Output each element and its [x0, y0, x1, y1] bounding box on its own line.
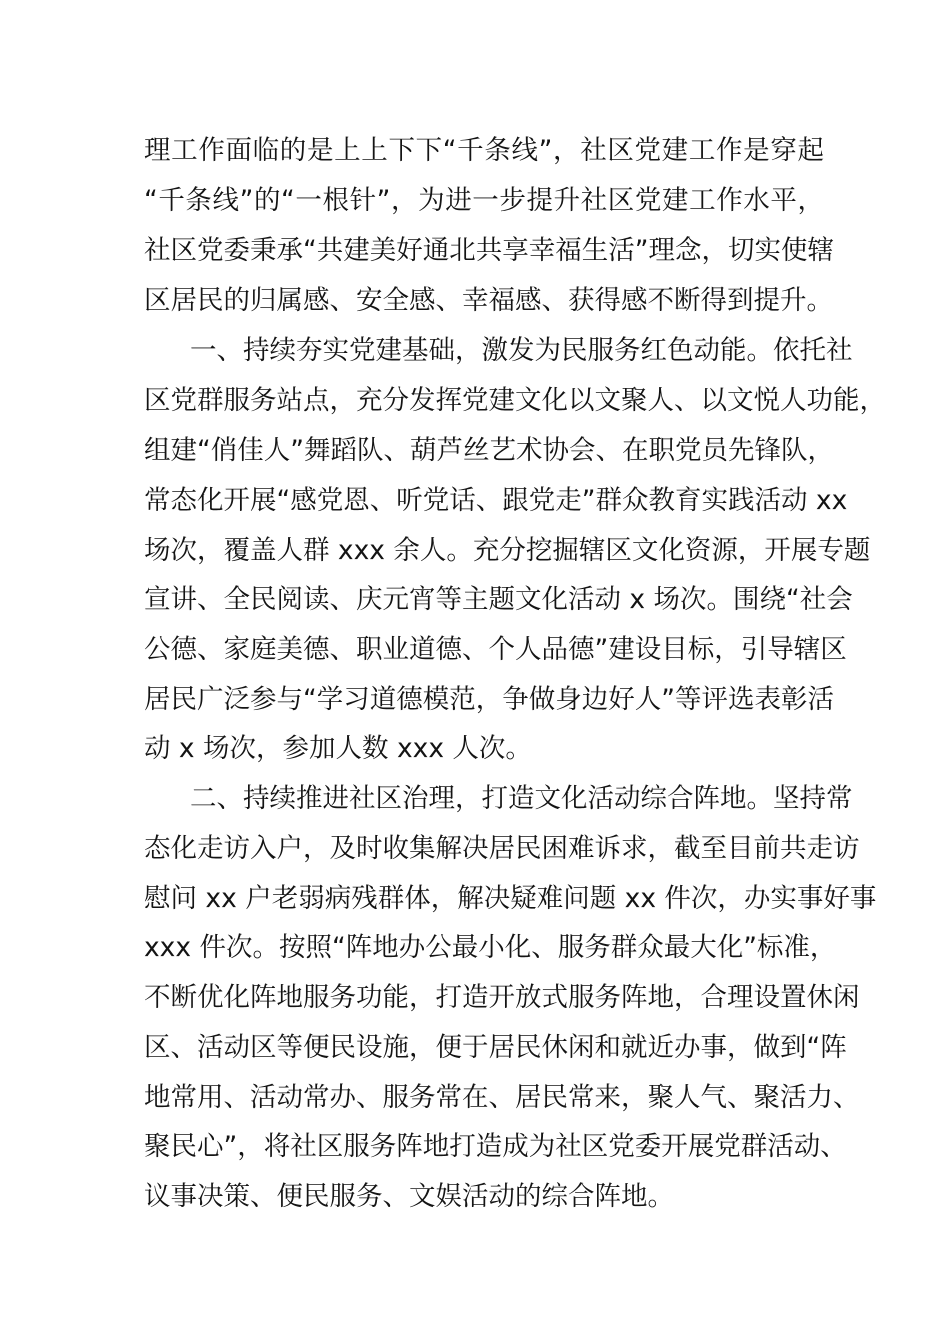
- text-line: 区、活动区等便民设施，便于居民休闲和就近办事，做到“阵: [144, 1032, 847, 1063]
- text-line: 议事决策、便民服务、文娱活动的综合阵地。: [144, 1181, 674, 1212]
- text-line: 宣讲、全民阅读、庆元宵等主题文化活动 x 场次。围绕“社会: [144, 584, 853, 615]
- text-line: “千条线”的“一根针”，为进一步提升社区党建工作水平，: [144, 185, 824, 216]
- text-line: 动 x 场次，参加人数 xxx 人次。: [144, 733, 532, 764]
- text-line: 组建“俏佳人”舞蹈队、葫芦丝艺术协会、在职党员先锋队，: [144, 435, 834, 466]
- text-line: 社区党委秉承“共建美好通北共享幸福生活”理念，切实使辖: [144, 235, 834, 266]
- text-line: 理工作面临的是上上下下“千条线”，社区党建工作是穿起: [144, 135, 824, 166]
- paragraph-heading-line: 一、持续夯实党建基础，激发为民服务红色动能。依托社: [190, 335, 853, 366]
- paragraph-heading-line: 二、持续推进社区治理，打造文化活动综合阵地。坚持常: [190, 783, 853, 814]
- text-line: 居民广泛参与“学习道德模范，争做身边好人”等评选表彰活: [144, 684, 834, 715]
- text-line: xxx 件次。按照“阵地办公最小化、服务群众最大化”标准，: [144, 932, 837, 963]
- text-line: 不断优化阵地服务功能，打造开放式服务阵地，合理设置休闲: [144, 982, 860, 1013]
- text-line: 慰问 xx 户老弱病残群体，解决疑难问题 xx 件次，办实事好事: [144, 883, 877, 914]
- text-line: 常态化开展“感党恩、听党话、跟党走”群众教育实践活动 xx: [144, 485, 848, 516]
- text-line: 态化走访入户，及时收集解决居民困难诉求，截至目前共走访: [144, 833, 860, 864]
- text-line: 区党群服务站点，充分发挥党建文化以文聚人、以文悦人功能，: [144, 385, 886, 416]
- text-line: 区居民的归属感、安全感、幸福感、获得感不断得到提升。: [144, 285, 833, 316]
- text-line: 地常用、活动常办、服务常在、居民常来，聚人气、聚活力、: [144, 1082, 860, 1113]
- text-line: 公德、家庭美德、职业道德、个人品德”建设目标，引导辖区: [144, 634, 847, 665]
- text-line: 场次，覆盖人群 xxx 余人。充分挖掘辖区文化资源，开展专题: [144, 535, 871, 566]
- text-line: 聚民心”，将社区服务阵地打造成为社区党委开展党群活动、: [144, 1131, 847, 1162]
